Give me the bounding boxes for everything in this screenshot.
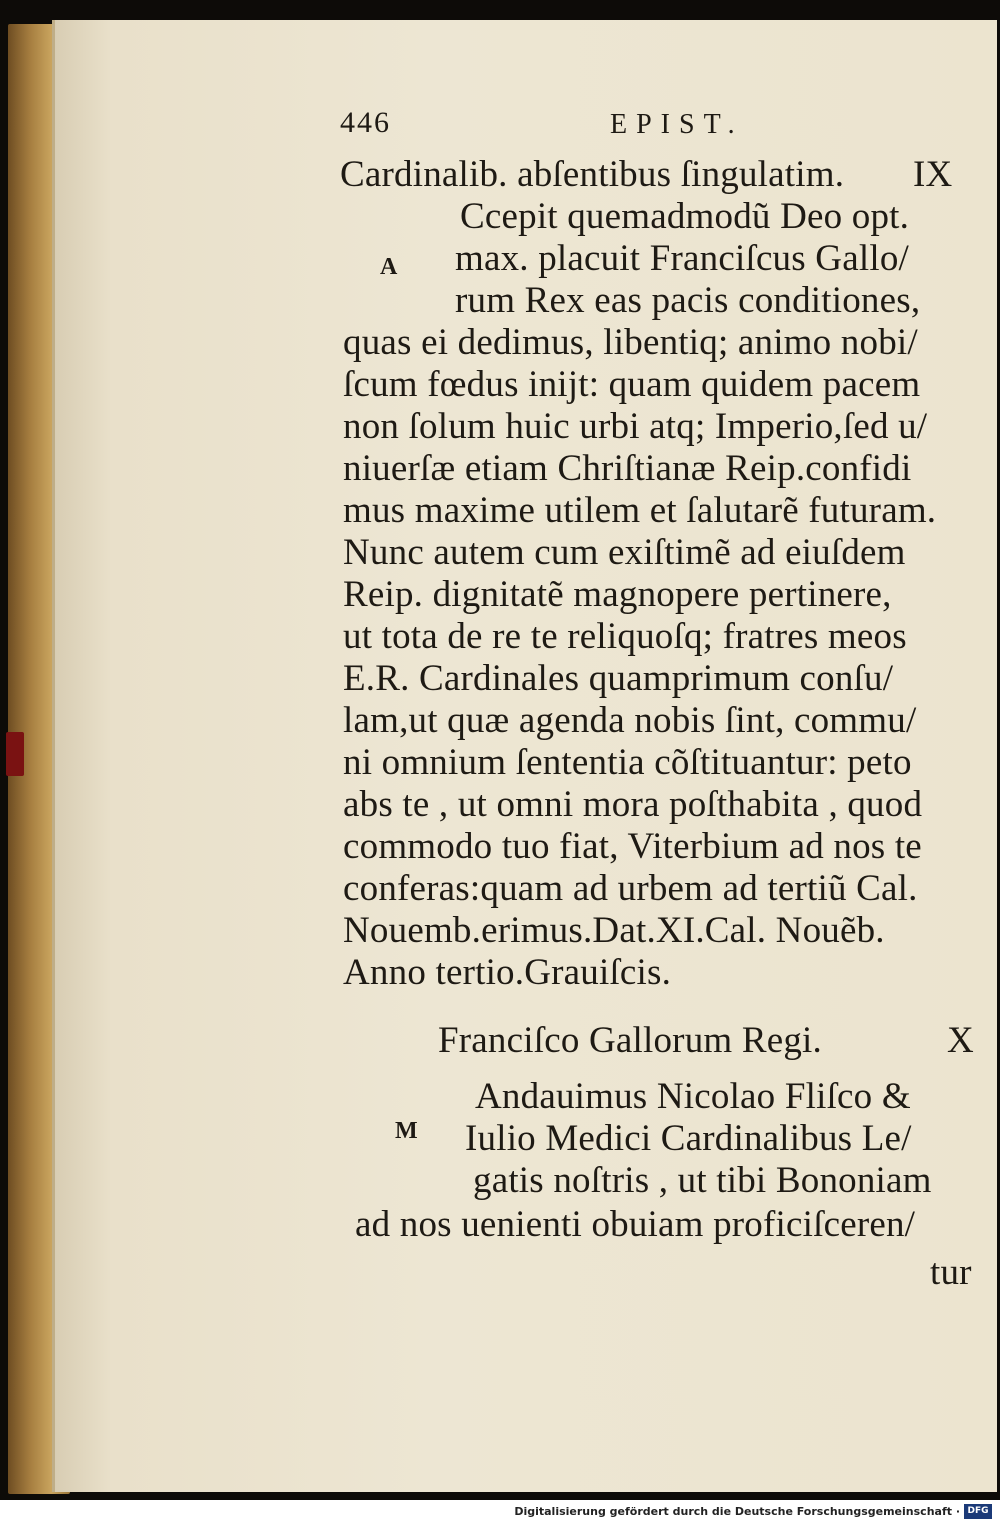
page-number: 446 [340, 106, 391, 139]
text-line: max. placuit Franciſcus Gallo/ [455, 238, 909, 279]
book-page [52, 20, 997, 1492]
text-line: quas ei dedimus, libentiq; animo nobi/ [343, 322, 918, 363]
text-line: conferas:quam ad urbem ad tertiũ Cal. [343, 868, 918, 909]
text-line: lam,ut quæ agenda nobis ſint, commu/ [343, 700, 917, 741]
text-line: Nouemb.erimus.Dat.XI.Cal. Nouẽb. [343, 910, 885, 951]
text-line: ut tota de re te reliquoſq; fratres meos [343, 616, 907, 657]
text-line: Anno tertio.Grauiſcis. [343, 952, 672, 993]
text-line: niuerſæ etiam Chriſtianæ Reip.confidi [343, 448, 912, 489]
letter-title: Franciſco Gallorum Regi. [438, 1020, 822, 1061]
text-line: rum Rex eas pacis conditiones, [455, 280, 921, 321]
text-line: non ſolum huic urbi atq; Imperio,ſed u/ [343, 406, 928, 447]
footer-bar [0, 1500, 1000, 1524]
text-line: Iulio Medici Cardinalibus Le/ [465, 1118, 912, 1159]
text-line: abs te , ut omni mora poſthabita , quod [343, 784, 923, 825]
text-line: Andauimus Nicolao Fliſco & [475, 1076, 911, 1117]
bookmark-ribbon [6, 732, 24, 776]
text-line: E.R. Cardinales quamprimum conſu/ [343, 658, 894, 699]
text-line: ni omnium ſententia cõſtituantur: peto [343, 742, 912, 783]
marginal-letter: A [380, 254, 398, 280]
text-line: gatis noſtris , ut tibi Bononiam [473, 1160, 932, 1201]
text-line: Ccepit quemadmodũ Deo opt. [460, 196, 910, 237]
running-title: EPIST. [610, 109, 744, 140]
letter-number: X [947, 1020, 974, 1061]
text-line: mus maxime utilem et ſalutarẽ futuram. [343, 490, 937, 531]
letter-number: IX [913, 154, 953, 195]
marginal-letter: M [395, 1118, 418, 1144]
text-line: Nunc autem cum exiſtimẽ ad eiuſdem [343, 532, 906, 573]
text-line: ad nos uenienti obuiam proficiſceren/ [355, 1204, 916, 1245]
text-line: Reip. dignitatẽ magnopere pertinere, [343, 574, 892, 615]
catchword: tur [930, 1252, 972, 1293]
dfg-logo-icon: DFG [964, 1504, 992, 1519]
funding-credit: Digitalisierung gefördert durch die Deutsche Forschungsgemeinschaft · [514, 1505, 960, 1518]
text-line: commodo tuo fiat, Viterbium ad nos te [343, 826, 922, 867]
letter-title: Cardinalib. abſentibus ſingulatim. [340, 154, 845, 195]
text-line: ſcum fœdus inijt: quam quidem pacem [343, 364, 921, 405]
